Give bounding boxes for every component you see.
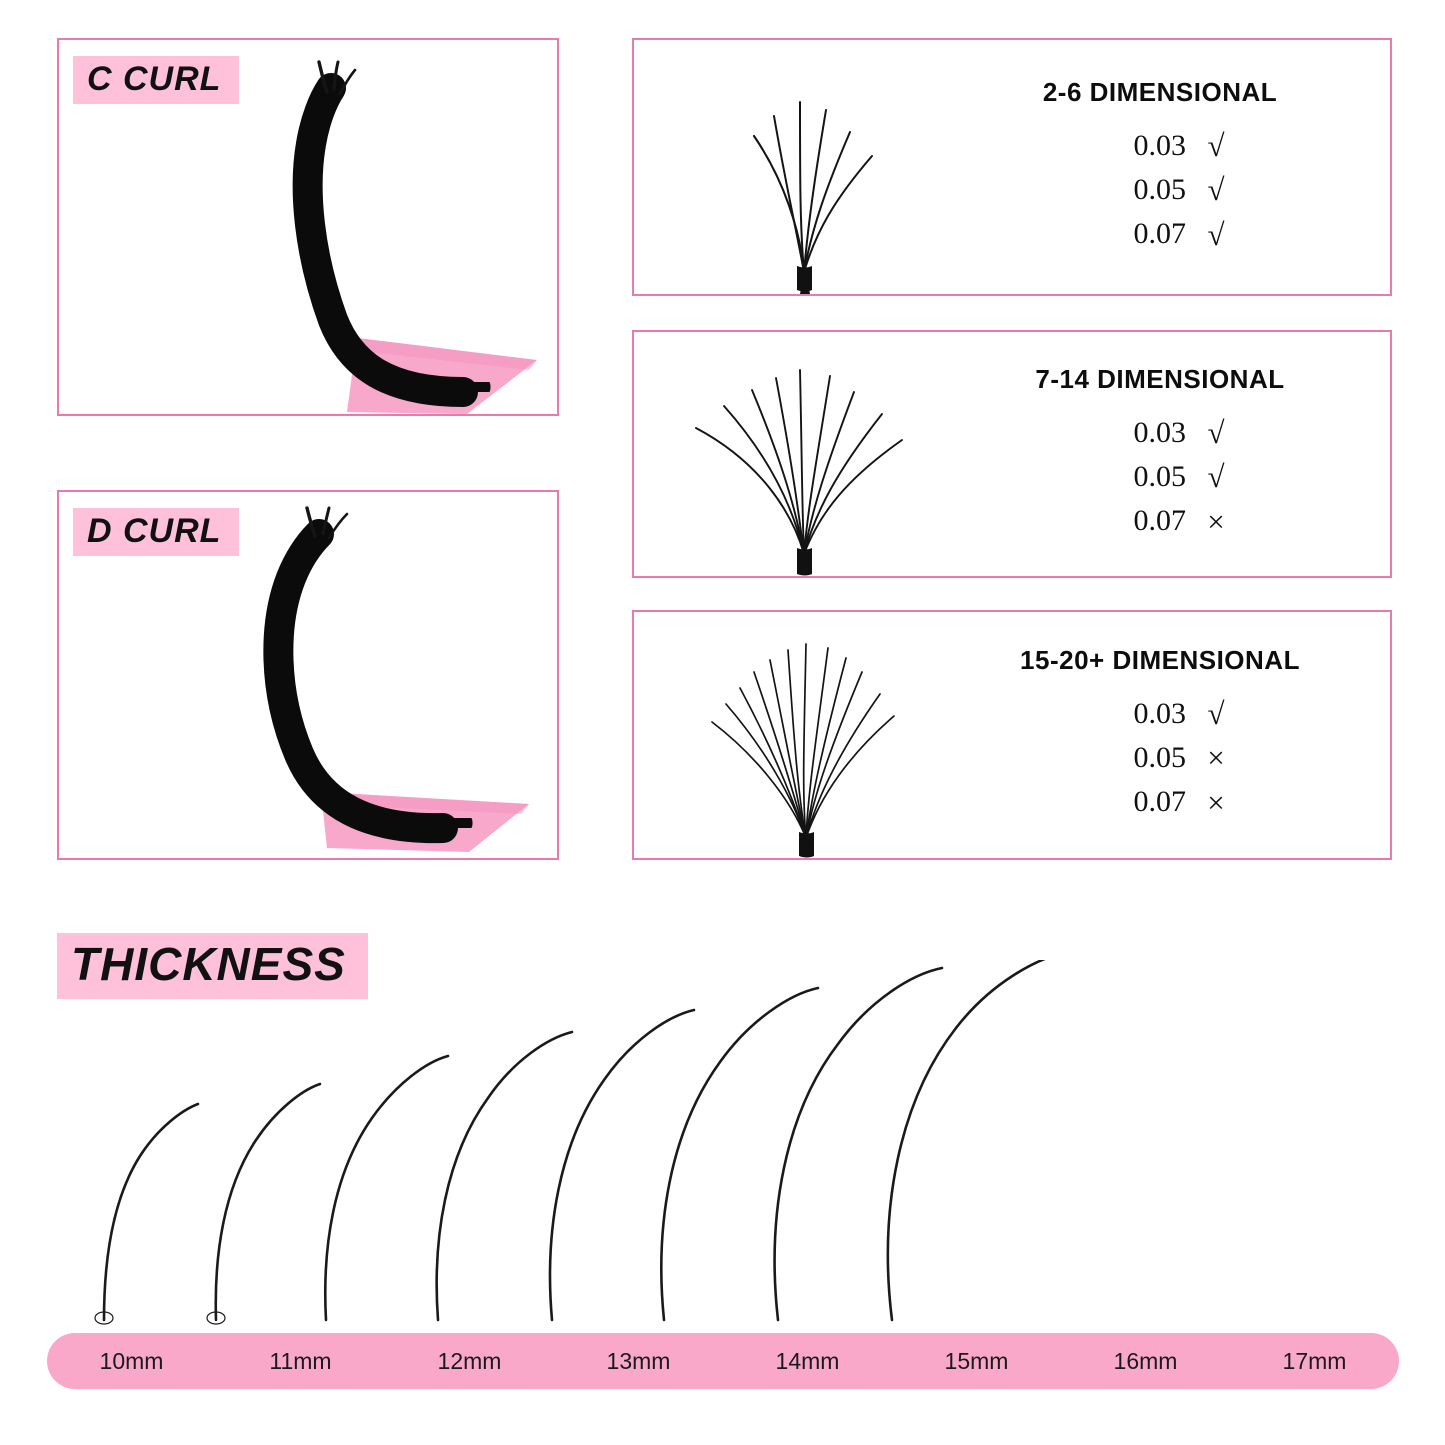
check-icon: √	[1207, 172, 1225, 208]
spec-value: 0.05	[1133, 741, 1186, 775]
spec-value: 0.05	[1133, 173, 1186, 207]
spec-row	[1074, 213, 1246, 257]
check-icon: √	[1207, 216, 1225, 252]
size-label-10mm: 10mm	[99, 1347, 164, 1374]
cross-icon: ×	[1207, 740, 1225, 776]
lash-curl-d-illustration	[59, 492, 557, 858]
spec-row	[1074, 692, 1246, 736]
size-label-16mm: 16mm	[1113, 1347, 1178, 1374]
size-label-13mm: 13mm	[606, 1347, 671, 1374]
size-label-14mm: 14mm	[775, 1347, 840, 1374]
lash-length-illustrations	[0, 960, 1445, 1330]
check-icon: √	[1207, 415, 1225, 451]
curl-panel-c-label: C CURL	[73, 56, 239, 104]
spec-value: 0.05	[1133, 460, 1186, 494]
spec-value: 0.03	[1133, 697, 1186, 731]
thickness-label: THICKNESS	[57, 933, 368, 999]
curl-panel-c	[57, 38, 559, 416]
spec-row	[1074, 124, 1246, 168]
spec-row	[1074, 781, 1246, 825]
spec-value: 0.07	[1133, 785, 1186, 819]
spec-value: 0.03	[1133, 416, 1186, 450]
size-label-12mm: 12mm	[437, 1347, 502, 1374]
lash-fan-14d-illustration	[634, 332, 954, 576]
spec-row	[1074, 500, 1246, 544]
check-icon: √	[1207, 459, 1225, 495]
dimension-panel-2-6	[632, 38, 1392, 296]
spec-value: 0.03	[1133, 129, 1186, 163]
spec-row	[1074, 736, 1246, 780]
dimension-panel-7-14	[632, 330, 1392, 578]
check-icon: √	[1207, 128, 1225, 164]
lash-curl-c-illustration	[59, 40, 557, 414]
dimension-panel-7-14-text	[954, 364, 1390, 543]
dimension-panel-7-14-title: 7-14 DIMENSIONAL	[1035, 364, 1285, 395]
lash-fan-20d-illustration	[634, 612, 954, 858]
size-label-11mm: 11mm	[269, 1347, 332, 1374]
size-label-15mm: 15mm	[944, 1347, 1009, 1374]
svg-text:LASH: LASH	[389, 815, 442, 837]
dimension-panel-15-20-title: 15-20+ DIMENSIONAL	[1020, 645, 1300, 676]
dimension-panel-2-6-title: 2-6 DIMENSIONAL	[1042, 77, 1278, 108]
length-size-bar	[47, 1333, 1399, 1389]
thickness-section	[0, 900, 1445, 1445]
dimension-panel-2-6-text	[954, 77, 1390, 256]
cross-icon: ×	[1207, 784, 1225, 820]
spec-row	[1074, 411, 1246, 455]
spec-value: 0.07	[1133, 217, 1186, 251]
size-label-17mm: 17mm	[1282, 1347, 1347, 1374]
cross-icon: ×	[1207, 503, 1225, 539]
curl-panel-d-label: D CURL	[73, 508, 239, 556]
curl-panel-d	[57, 490, 559, 860]
lash-fan-6d-illustration	[634, 40, 954, 294]
spec-row	[1074, 455, 1246, 499]
spec-value: 0.07	[1133, 504, 1186, 538]
spec-row	[1074, 168, 1246, 212]
dimension-panel-15-20	[632, 610, 1392, 860]
dimension-panel-15-20-text	[954, 645, 1390, 824]
check-icon: √	[1207, 696, 1225, 732]
